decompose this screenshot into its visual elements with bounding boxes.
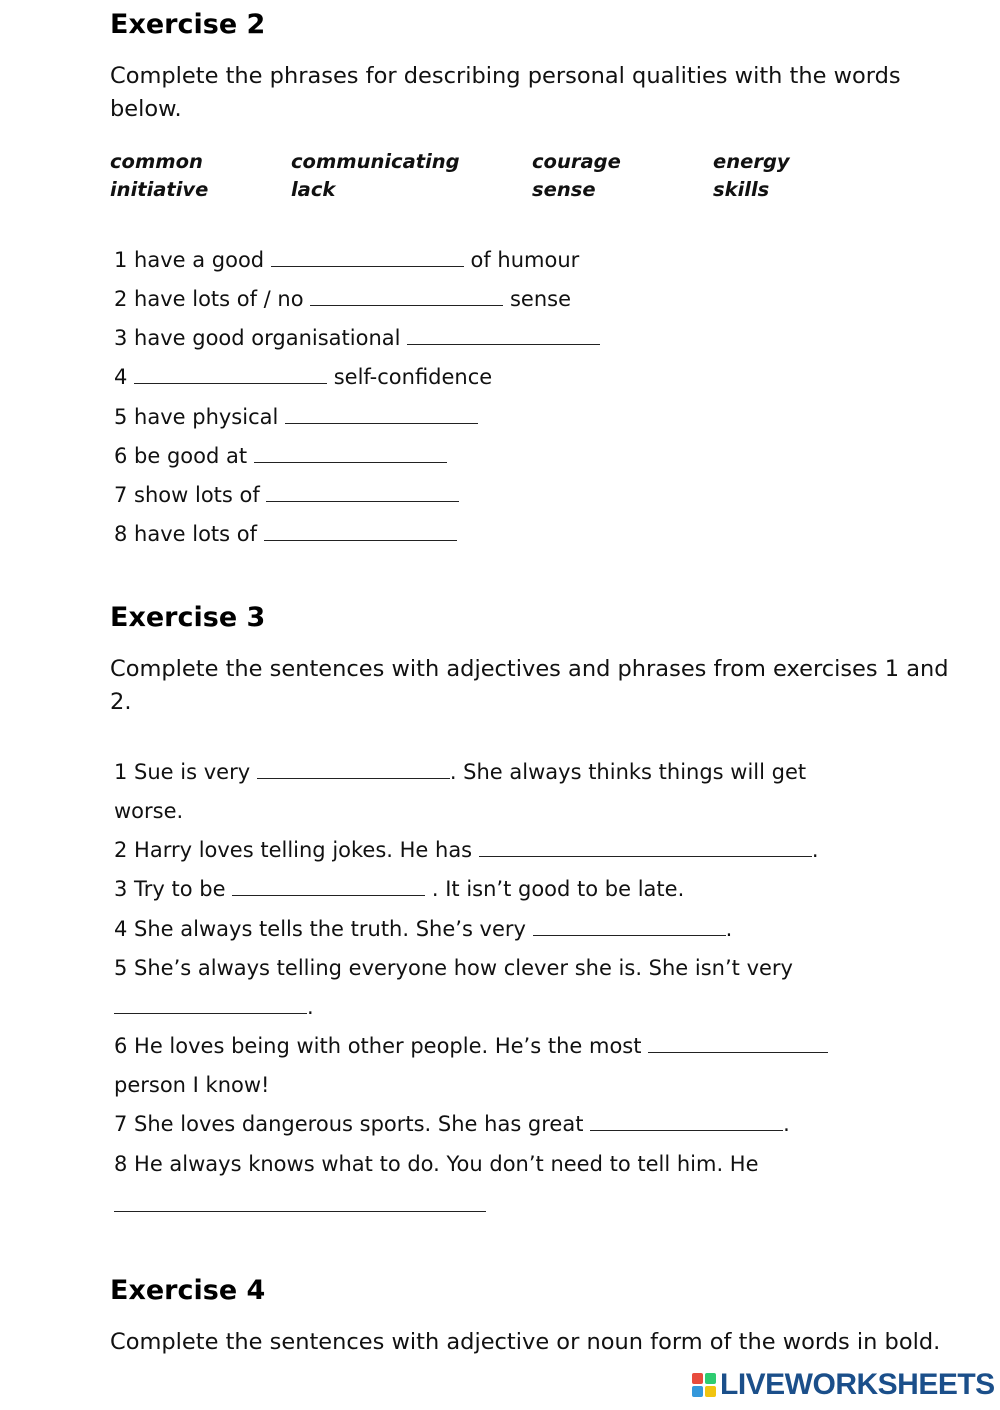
word-courage: courage bbox=[532, 150, 621, 173]
item-text: 5 have physical bbox=[114, 405, 286, 429]
answer-blank[interactable] bbox=[254, 444, 447, 463]
answer-blank[interactable] bbox=[114, 995, 307, 1014]
exercise-2-heading: Exercise 2 bbox=[110, 9, 266, 40]
exercise-4-heading: Exercise 4 bbox=[110, 1275, 266, 1306]
item-text: 7 show lots of bbox=[114, 483, 267, 507]
answer-blank[interactable] bbox=[310, 287, 503, 306]
item-text: 1 have a good bbox=[114, 248, 271, 272]
liveworksheets-logo bbox=[692, 1370, 995, 1400]
item-text: . bbox=[725, 917, 733, 941]
item-text: 7 She loves dangerous sports. She has great bbox=[114, 1112, 591, 1136]
item-text: of humour bbox=[463, 248, 580, 272]
item-text: . It isn’t good to be late. bbox=[425, 877, 685, 901]
ex3-line-10 bbox=[114, 1111, 790, 1137]
item-text: 3 Try to be bbox=[114, 877, 233, 901]
answer-blank[interactable] bbox=[257, 760, 450, 779]
answer-blank[interactable] bbox=[479, 838, 812, 857]
item-text: 3 have good organisational bbox=[114, 326, 408, 350]
logo-mark-icon bbox=[692, 1373, 716, 1397]
word-communicating: communicating bbox=[291, 150, 460, 173]
item-text: 6 be good at bbox=[114, 444, 254, 468]
logo-text: LIVEWORKSHEETS bbox=[720, 1368, 995, 1401]
answer-blank[interactable] bbox=[285, 405, 478, 424]
ex3-line-6 bbox=[114, 955, 793, 981]
item-text: sense bbox=[503, 287, 571, 311]
ex3-line-5 bbox=[114, 916, 732, 942]
ex2-item-4 bbox=[114, 364, 492, 390]
logo-square bbox=[705, 1373, 716, 1384]
ex3-line-12 bbox=[114, 1192, 486, 1218]
ex3-line-8 bbox=[114, 1033, 828, 1059]
exercise-2-instruction: Complete the phrases for describing personal qualities with the words below. bbox=[110, 63, 901, 122]
ex3-line-4 bbox=[114, 876, 684, 902]
answer-blank[interactable] bbox=[271, 248, 464, 267]
answer-blank[interactable] bbox=[648, 1034, 828, 1053]
answer-blank[interactable] bbox=[590, 1112, 783, 1131]
word-common: common bbox=[110, 150, 203, 173]
answer-blank[interactable] bbox=[407, 326, 600, 345]
exercise-3-instruction: Complete the sentences with adjectives and phrases from exercises 1 and 2. bbox=[110, 656, 949, 715]
answer-blank[interactable] bbox=[264, 522, 457, 541]
answer-blank[interactable] bbox=[114, 1193, 486, 1212]
ex2-item-7 bbox=[114, 482, 459, 508]
item-text: 1 Sue is very bbox=[114, 760, 257, 784]
ex3-line-11 bbox=[114, 1151, 759, 1177]
ex2-item-8 bbox=[114, 521, 457, 547]
exercise-3-heading: Exercise 3 bbox=[110, 602, 266, 633]
ex2-item-2 bbox=[114, 286, 571, 312]
item-text: 6 He loves being with other people. He’s the most bbox=[114, 1034, 649, 1058]
ex2-item-5 bbox=[114, 404, 478, 430]
word-lack: lack bbox=[291, 178, 336, 201]
item-text: 2 have lots of / no bbox=[114, 287, 311, 311]
answer-blank[interactable] bbox=[533, 917, 726, 936]
exercise-4-instruction: Complete the sentences with adjective or noun form of the words in bold. bbox=[110, 1329, 941, 1355]
item-text: 2 Harry loves telling jokes. He has bbox=[114, 838, 479, 862]
ex2-item-6 bbox=[114, 443, 447, 469]
item-text: 4 bbox=[114, 365, 135, 389]
item-text: 8 have lots of bbox=[114, 522, 264, 546]
logo-square bbox=[692, 1373, 703, 1384]
word-sense: sense bbox=[532, 178, 596, 201]
word-skills: skills bbox=[713, 178, 770, 201]
item-text: . bbox=[811, 838, 819, 862]
ex3-line-9 bbox=[114, 1072, 269, 1098]
ex2-item-3 bbox=[114, 325, 600, 351]
ex3-line-3 bbox=[114, 837, 819, 863]
word-energy: energy bbox=[713, 150, 790, 173]
word-initiative: initiative bbox=[110, 178, 209, 201]
ex2-item-1 bbox=[114, 247, 579, 273]
item-text: self-confidence bbox=[327, 365, 493, 389]
item-text: worse. bbox=[114, 799, 184, 823]
item-text: 8 He always knows what to do. You don’t need to tell him. He bbox=[114, 1152, 759, 1176]
item-text: . bbox=[783, 1112, 790, 1136]
item-text: 4 She always tells the truth. She’s very bbox=[114, 917, 533, 941]
logo-square bbox=[692, 1386, 703, 1397]
logo-square bbox=[705, 1386, 716, 1397]
item-text: 5 She’s always telling everyone how clever she is. She isn’t very bbox=[114, 956, 793, 980]
answer-blank[interactable] bbox=[232, 877, 425, 896]
answer-blank[interactable] bbox=[134, 365, 327, 384]
ex3-line-7 bbox=[114, 994, 314, 1020]
item-text: person I know! bbox=[114, 1073, 270, 1097]
item-text: . bbox=[307, 995, 314, 1019]
item-text: . She always thinks things will get bbox=[449, 760, 807, 784]
ex3-line-2 bbox=[114, 798, 183, 824]
ex3-line-1 bbox=[114, 759, 806, 785]
answer-blank[interactable] bbox=[266, 483, 459, 502]
